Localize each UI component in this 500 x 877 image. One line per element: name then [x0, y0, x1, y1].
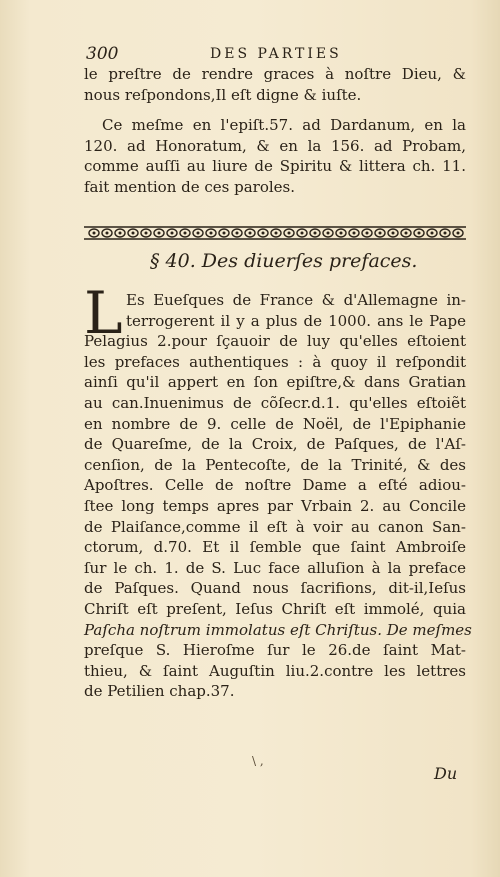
- text-line: ainſi qu'il appert en ſon epiſtre,& dans Gratian: [84, 373, 466, 392]
- ornament-dot: [106, 232, 109, 235]
- ornament-dot: [184, 232, 187, 235]
- text-line: de Paſques. Quand nous ſacrifions, dit-il,Ieſus: [84, 579, 466, 598]
- ornament-dot: [288, 232, 291, 235]
- ornament-dot: [353, 232, 356, 235]
- text-line: de Plaiſance,comme il eſt à voir au canon San-: [84, 517, 466, 536]
- ornament-dot: [197, 232, 200, 235]
- text-line: en nombre de 9. celle de Noël, de l'Epiphanie: [84, 414, 466, 433]
- ornament-band: [84, 223, 466, 243]
- ornament-dot: [327, 232, 330, 235]
- page-number: 300: [86, 44, 119, 64]
- text-line: au can.Inuenimus de cõſecr.d.1. qu'elles eſtoiẽt: [84, 393, 466, 412]
- ornament-dot: [418, 232, 421, 235]
- ornament-dot: [457, 232, 460, 235]
- ornament-dot: [223, 232, 226, 235]
- ornament-dot: [301, 232, 304, 235]
- ornament-dot: [275, 232, 278, 235]
- text-line: terrogerent il y a plus de 1000. ans le Pape: [126, 311, 466, 330]
- ornament-dot: [405, 232, 408, 235]
- drop-cap: L: [84, 279, 123, 347]
- ornament-dot: [119, 232, 122, 235]
- text-line: Es Eueſques de France & d'Allemagne in-: [126, 291, 466, 309]
- ornament-dot: [236, 232, 239, 235]
- running-head: DES PARTIES: [210, 46, 342, 62]
- text-line: Chriſt eſt preſent, Ieſus Chriſt eſt immolé, quia: [84, 599, 466, 618]
- text-line: Paſcha noſtrum immolatus eſt Chriſtus. De meſmes: [84, 620, 472, 639]
- ornament-dot: [379, 232, 382, 235]
- ornament-dot: [210, 232, 213, 235]
- ornament-dot: [93, 232, 96, 235]
- ornament-dot: [132, 232, 135, 235]
- text-line: ſtee long temps apres par Vrbain 2. au Concile: [84, 496, 466, 515]
- text-line: Ce meſme en l'epiſt.57. ad Dardanum, en la: [102, 116, 466, 135]
- stray-mark: \ ,: [252, 754, 264, 768]
- text-line: de Quareſme, de la Croix, de Paſques, de l'Aſ-: [84, 435, 466, 454]
- ornament-dot: [145, 232, 148, 235]
- section-title: § 40. Des diuerſes prefaces.: [150, 250, 418, 272]
- text-line: ſur le ch. 1. de S. Luc face alluſion à la preface: [84, 558, 466, 577]
- text-line: thieu, & ſaint Auguſtin liu.2.contre les lettres: [84, 661, 466, 680]
- text-line: cenſion, de la Pentecoſte, de la Trinité, & des: [84, 455, 466, 474]
- text-line: les prefaces authentiques : à quoy il reſpondit: [84, 352, 466, 371]
- ornament-dot: [171, 232, 174, 235]
- ornament-dot: [314, 232, 317, 235]
- ornament-dot: [262, 232, 265, 235]
- ornament-dot: [249, 232, 252, 235]
- paragraph-top: [84, 64, 466, 198]
- text-line: nous reſpondons,Il eſt digne & iuſte.: [84, 85, 362, 104]
- ornament-dot: [340, 232, 343, 235]
- ornament-dot: [444, 232, 447, 235]
- text-line: Pelagius 2.pour ſçauoir de luy qu'elles eſtoient: [84, 332, 466, 351]
- ornament-dot: [431, 232, 434, 235]
- paragraph-main: [84, 290, 472, 702]
- text-line: fait mention de ces paroles.: [84, 177, 296, 196]
- catchword: Du: [434, 764, 458, 783]
- ornament-dot: [392, 232, 395, 235]
- page-header: [86, 44, 466, 66]
- ornament-dot: [366, 232, 369, 235]
- ornament-dot: [158, 232, 161, 235]
- text-line: le preſtre de rendre graces à noſtre Dieu, &: [84, 65, 466, 83]
- text-line: comme auſſi au liure de Spiritu & littera ch. 11.: [84, 157, 466, 176]
- text-line: Apoſtres. Celle de noſtre Dame a eſté adiou-: [84, 476, 466, 495]
- text-line: ctorum, d.70. Et il ſemble que ſaint Ambroiſe: [84, 538, 466, 557]
- text-line: de Petilien chap.37.: [84, 682, 235, 701]
- text-line: preſque S. Hieroſme ſur le 26.de ſaint Mat-: [84, 641, 466, 660]
- text-line: 120. ad Honoratum, & en la 156. ad Probam,: [84, 136, 466, 155]
